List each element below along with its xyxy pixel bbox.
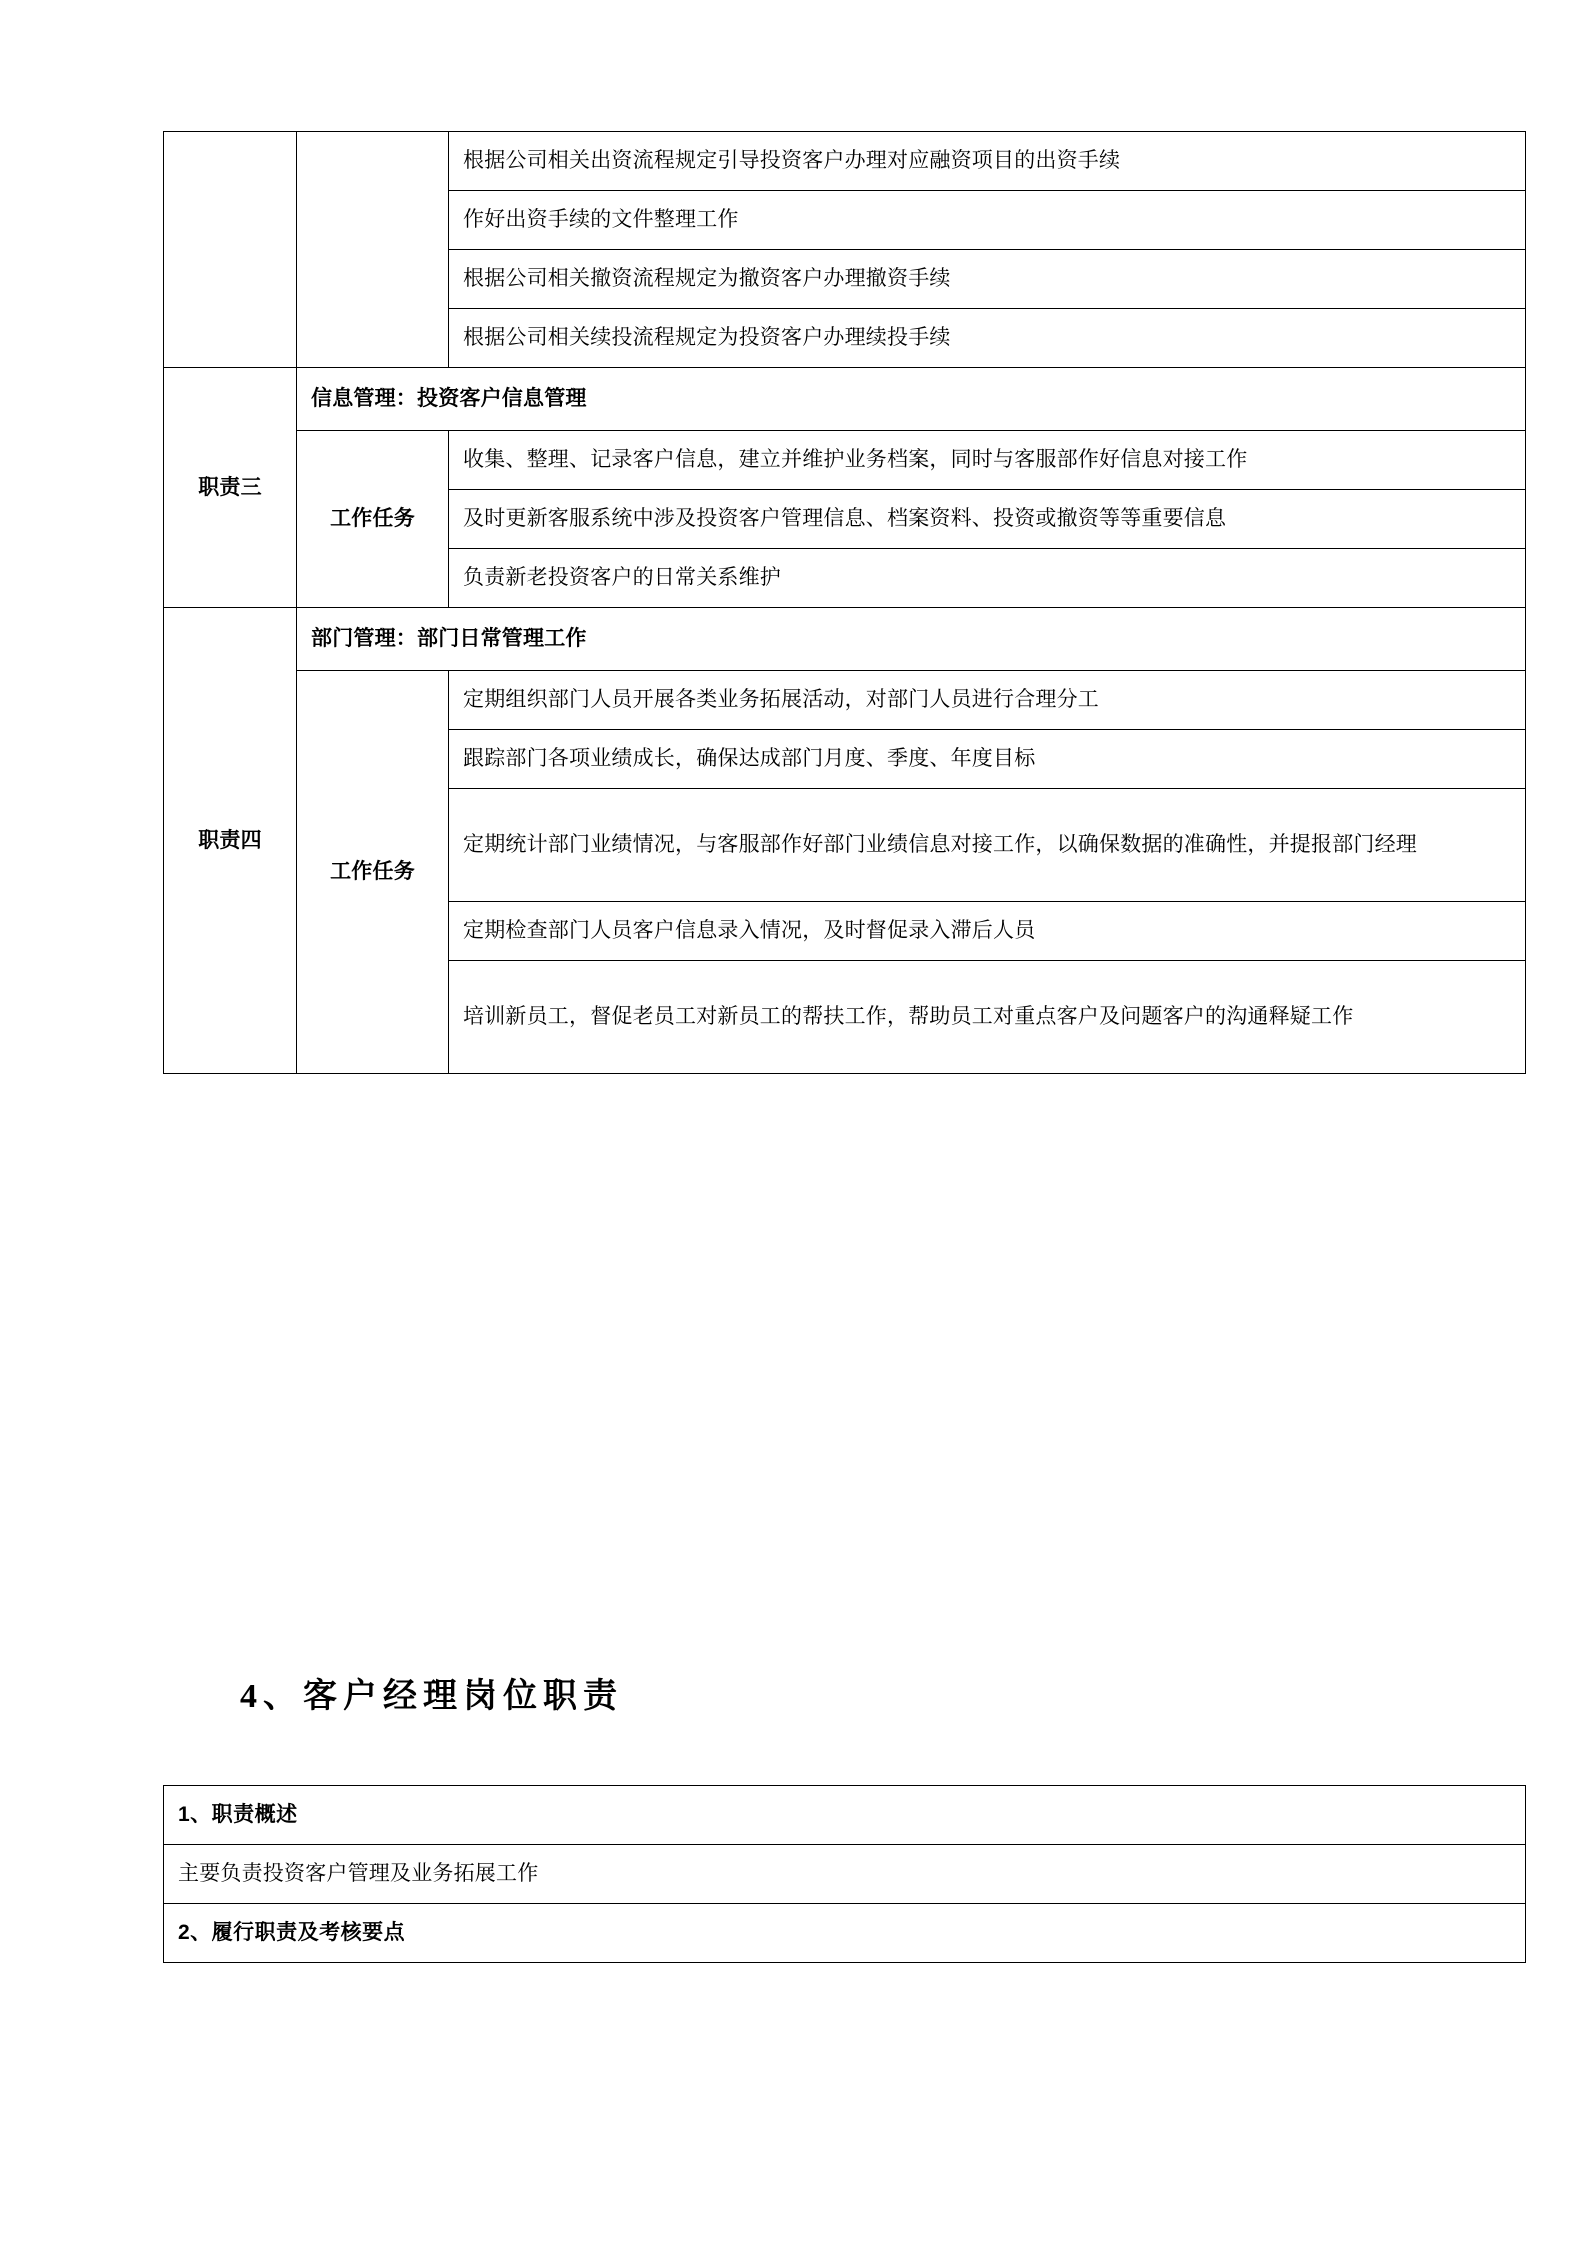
table-row — [164, 671, 1526, 730]
duty-responsibilities-table — [163, 131, 1526, 1074]
task-label-four: 工作任务 — [297, 671, 449, 1074]
task-item: 定期统计部门业绩情况，与客服部作好部门业绩信息对接工作，以确保数据的准确性，并提报部门经理 — [449, 789, 1526, 902]
heading-separator: 、 — [263, 1678, 303, 1715]
task-item: 根据公司相关撤资流程规定为撤资客户办理撤资手续 — [449, 250, 1526, 309]
job-summary-table — [163, 1785, 1526, 1963]
duty-label-four: 职责四 — [164, 608, 297, 1074]
task-item: 定期组织部门人员开展各类业务拓展活动，对部门人员进行合理分工 — [449, 671, 1526, 730]
task-item: 及时更新客服系统中涉及投资客户管理信息、档案资料、投资或撤资等等重要信息 — [449, 490, 1526, 549]
summary-row-performance-label: 2、履行职责及考核要点 — [164, 1904, 1526, 1963]
task-item: 根据公司相关出资流程规定引导投资客户办理对应融资项目的出资手续 — [449, 132, 1526, 191]
task-item: 作好出资手续的文件整理工作 — [449, 191, 1526, 250]
duty-label-three: 职责三 — [164, 368, 297, 608]
section-heading-cell: 部门管理：部门日常管理工作 — [297, 608, 1526, 671]
section-heading-cell: 信息管理：投资客户信息管理 — [297, 368, 1526, 431]
table-row — [164, 1786, 1526, 1845]
duty-label-empty — [164, 132, 297, 368]
task-item: 培训新员工，督促老员工对新员工的帮扶工作，帮助员工对重点客户及问题客户的沟通释疑工作 — [449, 961, 1526, 1074]
summary-row-duty-overview-label: 1、职责概述 — [164, 1786, 1526, 1845]
task-label-three: 工作任务 — [297, 431, 449, 608]
table-row — [164, 1845, 1526, 1904]
table-row — [164, 368, 1526, 431]
task-item: 定期检查部门人员客户信息录入情况，及时督促录入滞后人员 — [449, 902, 1526, 961]
task-item: 根据公司相关续投流程规定为投资客户办理续投手续 — [449, 309, 1526, 368]
table-row — [164, 431, 1526, 490]
task-item: 跟踪部门各项业绩成长，确保达成部门月度、季度、年度目标 — [449, 730, 1526, 789]
heading-text: 客户经理岗位职责 — [303, 1678, 623, 1715]
table-row — [164, 1904, 1526, 1963]
table-row — [164, 608, 1526, 671]
task-label-empty — [297, 132, 449, 368]
summary-row-duty-overview-value: 主要负责投资客户管理及业务拓展工作 — [164, 1845, 1526, 1904]
heading-number: 4 — [240, 1678, 263, 1715]
table-row — [164, 132, 1526, 191]
task-item: 收集、整理、记录客户信息，建立并维护业务档案，同时与客服部作好信息对接工作 — [449, 431, 1526, 490]
task-item: 负责新老投资客户的日常关系维护 — [449, 549, 1526, 608]
page-title — [240, 1668, 623, 1717]
